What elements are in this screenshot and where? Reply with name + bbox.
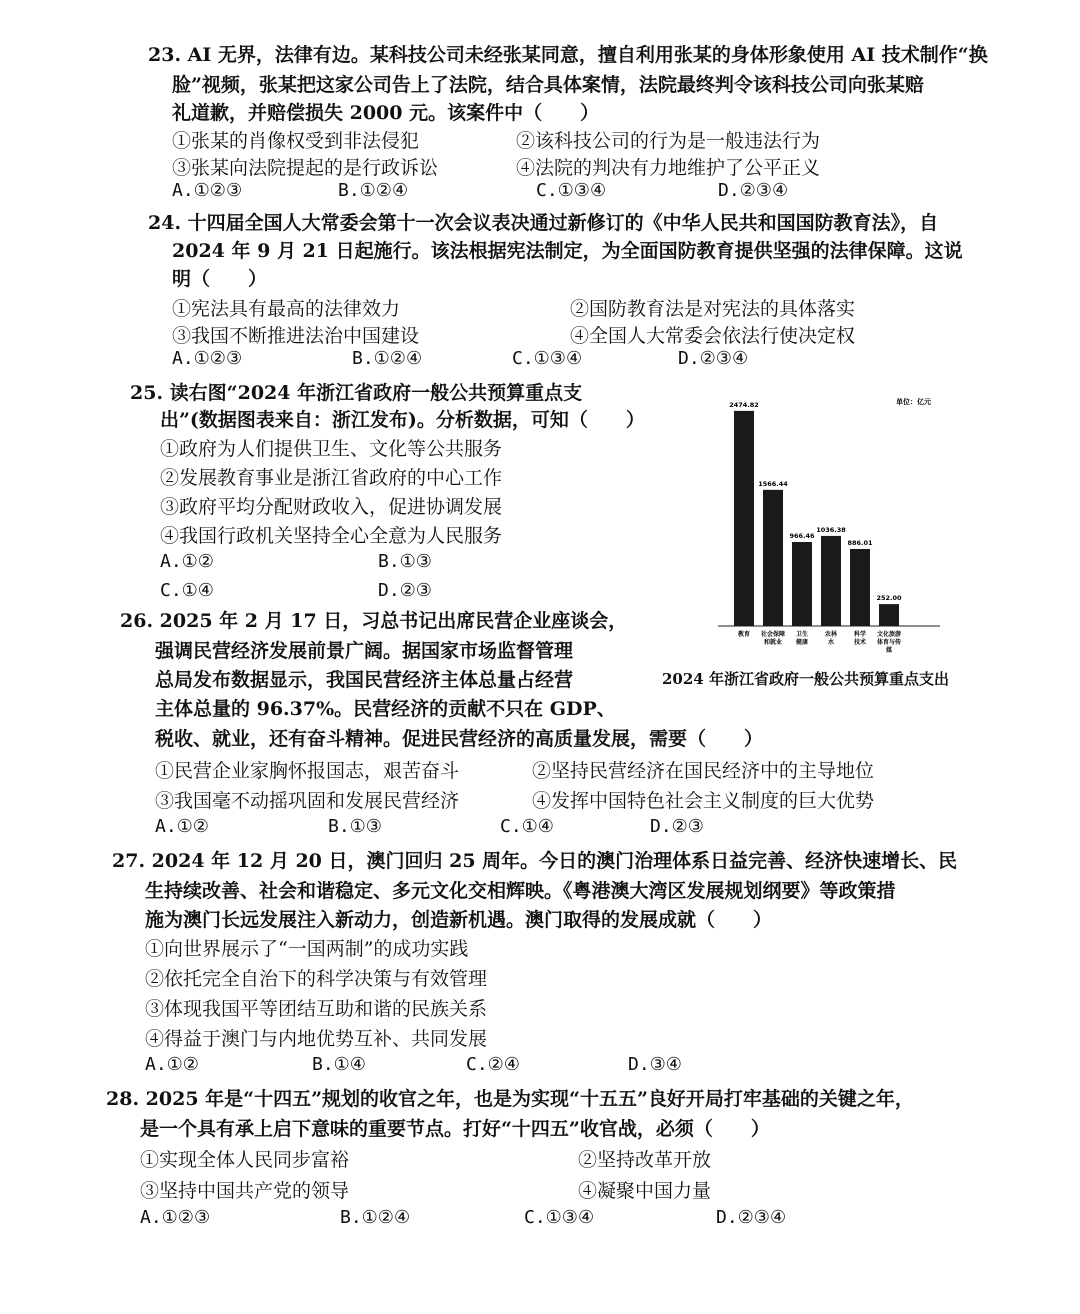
q27-stem-line-2: 生持续改善、社会和谐稳定、多元文化交相辉映。《粤港澳大湾区发展规划纲要》等政策措 — [145, 880, 896, 902]
q27-stem-line-3: 施为澳门长远发展注入新动力，创造新机遇。澳门取得的发展成就（ ） — [145, 909, 773, 931]
bar-category-label-4: 农林水 — [824, 631, 838, 646]
q23-choice-c: C.①③④ — [536, 180, 607, 201]
q27-choice-a: A.①② — [145, 1054, 199, 1075]
q24-stem-line-2: 2024 年 9 月 21 日起施行。该法根据宪法制定，为全面国防教育提供坚强的法律保障。这说 — [172, 240, 963, 262]
q26-stem-line-5: 税收、就业，还有奋斗精神。促进民营经济的高质量发展，需要（ ） — [155, 728, 764, 750]
q26-statement-3: ③我国毫不动摇巩固和发展民营经济 — [155, 790, 460, 812]
bar-value-label-3: 966.46 — [789, 531, 815, 540]
q26-stem-line-4: 主体总量的 96.37%。民营经济的贡献不只在 GDP、 — [155, 698, 616, 720]
q27-statement-4: ④得益于澳门与内地优势互补、共同发展 — [145, 1028, 488, 1050]
q26-choice-b: B.①③ — [328, 816, 382, 837]
q28-statement-2: ②坚持改革开放 — [578, 1149, 712, 1171]
q24-statement-4: ④全国人大常委会依法行使决定权 — [570, 325, 856, 347]
q26-choice-d: D.②③ — [650, 816, 704, 837]
q23-choice-a: A.①②③ — [172, 180, 243, 201]
chart-unit-label: 单位：亿元 — [896, 398, 931, 406]
q23-choice-d: D.②③④ — [718, 180, 789, 201]
q25-choice-a: A.①② — [160, 551, 214, 572]
bar-6 — [879, 604, 899, 626]
q24-statement-2: ②国防教育法是对宪法的具体落实 — [570, 298, 856, 320]
q26-statement-1: ①民营企业家胸怀报国志，艰苦奋斗 — [155, 760, 460, 782]
q26-choice-a: A.①② — [155, 816, 209, 837]
q24-stem-line-3: 明（ ） — [172, 268, 268, 290]
q28-stem-line-2: 是一个具有承上启下意味的重要节点。打好“十四五”收官战，必须（ ） — [140, 1118, 770, 1140]
q23-stem-line-1: 23. AI 无界，法律有边。某科技公司未经张某同意，擅自利用张某的身体形象使用 AI 技术制作“换 — [148, 44, 988, 66]
q25-statement-1: ①政府为人们提供卫生、文化等公共服务 — [160, 438, 503, 460]
q23-statement-1: ①张某的肖像权受到非法侵犯 — [172, 130, 420, 152]
q25-stem-line-1: 25. 读右图“2024 年浙江省政府一般公共预算重点支 — [130, 382, 583, 404]
q24-statement-3: ③我国不断推进法治中国建设 — [172, 325, 420, 347]
q26-stem-line-1: 26. 2025 年 2 月 17 日，习总书记出席民营企业座谈会， — [120, 610, 628, 632]
q24-choice-c: C.①③④ — [512, 348, 583, 369]
q28-choice-c: C.①③④ — [524, 1207, 595, 1228]
q25-statement-2: ②发展教育事业是浙江省政府的中心工作 — [160, 467, 503, 489]
q24-choice-b: B.①②④ — [352, 348, 423, 369]
q26-stem-line-3: 总局发布数据显示，我国民营经济主体总量占经营 — [155, 669, 574, 691]
q25-statement-3: ③政府平均分配财政收入，促进协调发展 — [160, 496, 503, 518]
q27-statement-2: ②依托完全自治下的科学决策与有效管理 — [145, 968, 488, 990]
q28-statement-4: ④凝聚中国力量 — [578, 1180, 712, 1202]
q25-choice-c: C.①④ — [160, 580, 214, 601]
bar-1 — [734, 411, 754, 626]
bar-3 — [792, 542, 812, 626]
q27-statement-1: ①向世界展示了“一国两制”的成功实践 — [145, 938, 469, 960]
q28-choice-b: B.①②④ — [340, 1207, 411, 1228]
q26-statement-4: ④发挥中国特色社会主义制度的巨大优势 — [532, 790, 875, 812]
q27-choice-b: B.①④ — [312, 1054, 366, 1075]
bar-category-label-6: 文化旅游体育与传媒 — [876, 631, 902, 654]
bar-2 — [763, 490, 783, 626]
bar-value-label-5: 886.01 — [847, 538, 873, 547]
q28-statement-1: ①实现全体人民同步富裕 — [140, 1149, 350, 1171]
q23-statement-3: ③张某向法院提起的是行政诉讼 — [172, 157, 439, 179]
q27-choice-d: D.③④ — [628, 1054, 682, 1075]
q23-statement-2: ②该科技公司的行为是一般违法行为 — [516, 130, 821, 152]
q25-stem-line-2: 出”(数据图表来自：浙江发布)。分析数据，可知（ ） — [160, 409, 645, 431]
bar-category-label-1: 教育 — [737, 631, 751, 638]
bar-value-label-6: 252.00 — [876, 594, 902, 603]
q28-choice-a: A.①②③ — [140, 1207, 211, 1228]
budget-bar-chart — [700, 370, 960, 660]
q28-stem-line-1: 28. 2025 年是“十四五”规划的收官之年，也是为实现“十五五”良好开局打牢基础的关键之年， — [106, 1088, 914, 1110]
q24-choice-d: D.②③④ — [678, 348, 749, 369]
q27-statement-3: ③体现我国平等团结互助和谐的民族关系 — [145, 998, 488, 1020]
q27-choice-c: C.②④ — [466, 1054, 520, 1075]
q26-stem-line-2: 强调民营经济发展前景广阔。据国家市场监督管理 — [155, 640, 574, 662]
bar-value-label-2: 1566.44 — [758, 479, 788, 488]
q27-stem-line-1: 27. 2024 年 12 月 20 日，澳门回归 25 周年。今日的澳门治理体系日益完善、经济快速增长、民 — [112, 850, 958, 872]
q25-statement-4: ④我国行政机关坚持全心全意为人民服务 — [160, 525, 503, 547]
q24-stem-line-1: 24. 十四届全国人大常委会第十一次会议表决通过新修订的《中华人民共和国国防教育法》，自 — [148, 212, 939, 234]
q24-choice-a: A.①②③ — [172, 348, 243, 369]
q28-choice-d: D.②③④ — [716, 1207, 787, 1228]
q25-choice-d: D.②③ — [378, 580, 432, 601]
q24-statement-1: ①宪法具有最高的法律效力 — [172, 298, 401, 320]
bar-category-label-5: 科学技术 — [853, 631, 867, 646]
q28-statement-3: ③坚持中国共产党的领导 — [140, 1180, 350, 1202]
q23-stem-line-3: 礼道歉，并赔偿损失 2000 元。该案件中（ ） — [172, 102, 600, 124]
bar-category-label-2: 社会保障和就业 — [760, 631, 786, 646]
q23-choice-b: B.①②④ — [338, 180, 409, 201]
q26-choice-c: C.①④ — [500, 816, 554, 837]
bar-5 — [850, 549, 870, 626]
bar-4 — [821, 536, 841, 626]
bar-value-label-1: 2474.82 — [729, 400, 759, 409]
q23-stem-line-2: 脸”视频，张某把这家公司告上了法院，结合具体案情，法院最终判令该科技公司向张某赔 — [172, 74, 924, 96]
q23-statement-4: ④法院的判决有力地维护了公平正义 — [516, 157, 821, 179]
bar-category-label-3: 卫生健康 — [795, 631, 809, 646]
q25-choice-b: B.①③ — [378, 551, 432, 572]
q26-statement-2: ②坚持民营经济在国民经济中的主导地位 — [532, 760, 875, 782]
bar-value-label-4: 1036.38 — [816, 525, 846, 534]
chart-caption: 2024 年浙江省政府一般公共预算重点支出 — [662, 670, 949, 688]
